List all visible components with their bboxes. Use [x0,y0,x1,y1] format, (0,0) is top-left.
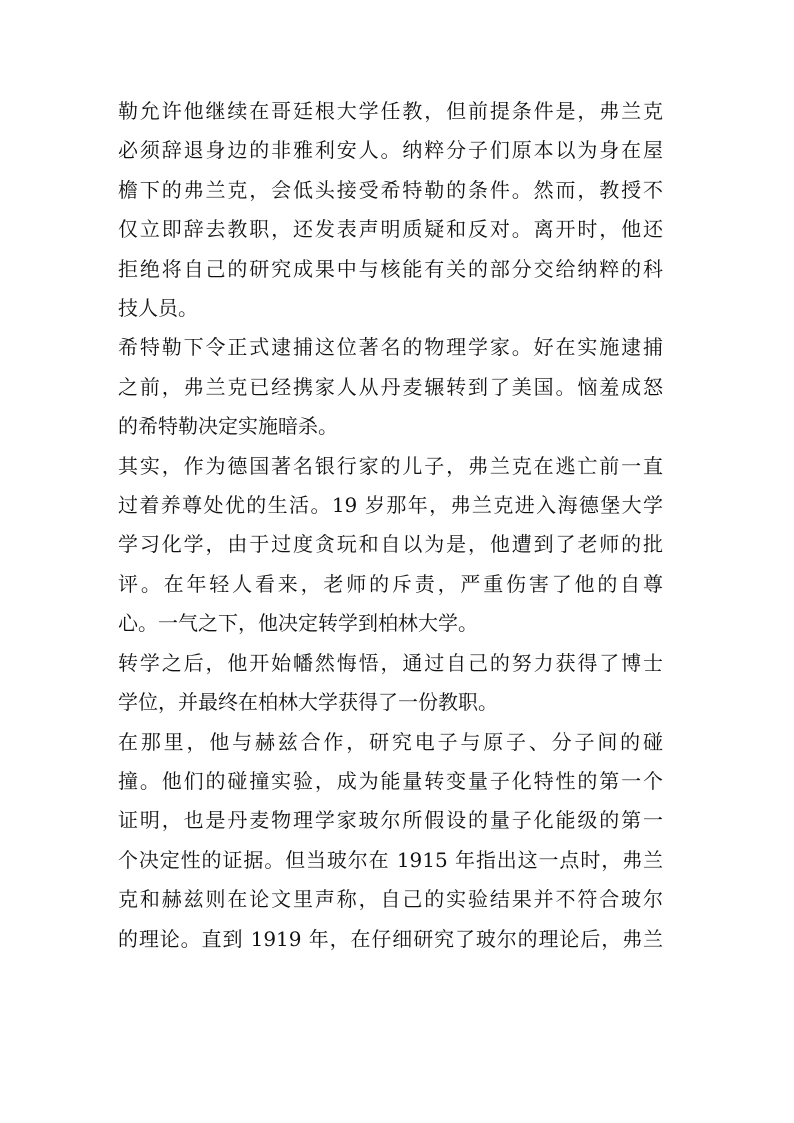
text-line: 评。在年轻人看来，老师的斥责，严重伤害了他的自尊 [118,571,663,596]
text-line: 学位，并最终在柏林大学获得了一份教职。 [118,690,498,715]
text-line: 在那里，他与赫兹合作，研究电子与原子、分子间的碰 [118,729,663,754]
text-line: 证明，也是丹麦物理学家玻尔所假设的量子化能级的第一 [118,808,663,833]
text-line: 之前，弗兰克已经携家人从丹麦辗转到了美国。恼羞成怒 [118,374,663,399]
text-line: 檐下的弗兰克，会低头接受希特勒的条件。然而，教授不 [118,177,663,202]
text-line: 的理论。直到 1919 年，在仔细研究了玻尔的理论后，弗兰 [118,926,663,951]
body-text [118,92,663,959]
text-line: 心。一气之下，他决定转学到柏林大学。 [118,611,478,636]
text-line: 勒允许他继续在哥廷根大学任教，但前提条件是，弗兰克 [118,99,663,123]
text-line: 个决定性的证据。但当玻尔在 1915 年指出这一点时，弗兰 [118,847,663,872]
text-line: 技人员。 [118,296,198,321]
paragraph-3 [118,447,663,644]
text-line: 其实，作为德国著名银行家的儿子，弗兰克在逃亡前一直 [118,453,663,478]
paragraph-5 [118,723,663,959]
text-line: 必须辞退身边的非雅利安人。纳粹分子们原本以为身在屋 [118,138,663,163]
text-line: 的希特勒决定实施暗杀。 [118,414,338,439]
text-line: 学习化学，由于过度贪玩和自以为是，他遭到了老师的批 [118,532,663,557]
text-line: 希特勒下令正式逮捕这位著名的物理学家。好在实施逮捕 [118,335,663,360]
text-line: 撞。他们的碰撞实验，成为能量转变量子化特性的第一个 [118,768,663,793]
paragraph-2 [118,328,663,446]
text-line: 拒绝将自己的研究成果中与核能有关的部分交给纳粹的科 [118,256,663,281]
text-line: 仅立即辞去教职，还发表声明质疑和反对。离开时，他还 [118,217,663,242]
paragraph-4 [118,644,663,723]
paragraph-1 [118,92,663,328]
text-line: 转学之后，他开始幡然悔悟，通过自己的努力获得了博士 [118,650,663,675]
text-line: 过着养尊处优的生活。19 岁那年，弗兰克进入海德堡大学 [118,493,663,518]
text-line: 克和赫兹则在论文里声称，自己的实验结果并不符合玻尔 [118,887,663,912]
